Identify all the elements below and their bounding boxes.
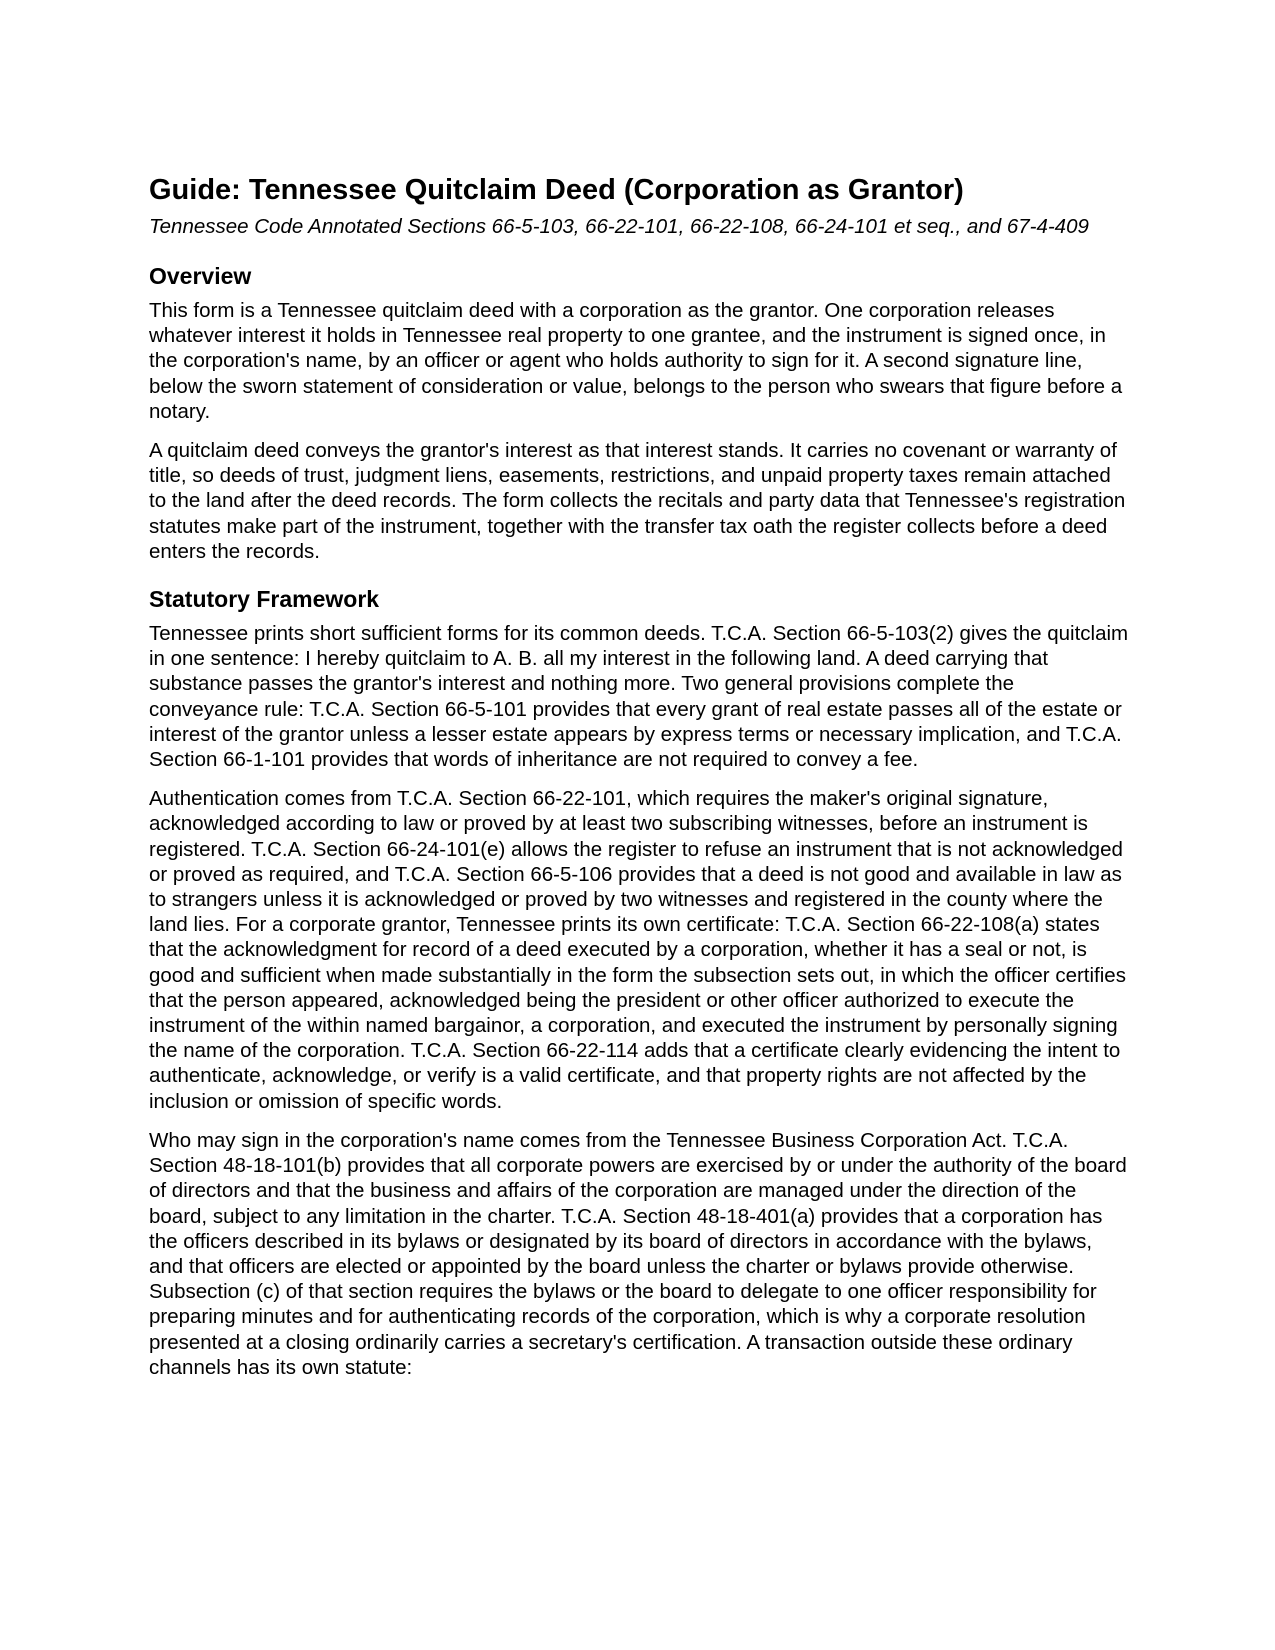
paragraph: Tennessee prints short sufficient forms for its common deeds. T.C.A. Section 66-5-103(2) gives the quitclaim in one sentence: I hereby quitclaim to A. B. all my interest in the following land. A deed carrying that substance passes the grantor's interest and nothing more. Two general provisions complete the conveyance rule: T.C.A. Section 66-5-101 provides that every grant of real estate passes all of the estate or interest of the grantor unless a lesser estate appears by express terms or necessary implication, and T.C.A. Section 66-1-101 provides that words of inheritance are not required to convey a fee. [149, 622, 1129, 772]
section-statutory-framework [149, 584, 1129, 1380]
paragraph: A quitclaim deed conveys the grantor's interest as that interest stands. It carries no covenant or warranty of title, so deeds of trust, judgment liens, easements, restrictions, and unpaid property taxes remain attached to the land after the deed records. The form collects the recitals and party data that Tennessee's registration statutes make part of the instrument, together with the transfer tax oath the register collects before a deed enters the records. [149, 439, 1126, 563]
document-subtitle: Tennessee Code Annotated Sections 66-5-103, 66-22-101, 66-22-108, 66-24-101 et seq., and 67-4-409 [149, 215, 1089, 238]
section-heading-overview: Overview [149, 263, 252, 289]
document-page [149, 172, 1129, 1394]
section-heading-statutory-framework: Statutory Framework [149, 586, 380, 613]
paragraph: Authentication comes from T.C.A. Section 66-22-101, which requires the maker's original signature, acknowledged according to law or proved by at least two subscribing witnesses, before an instrument is registered. T.C.A. Section 66-24-101(e) allows the register to refuse an instrument that is not acknowledged or proved as required, and T.C.A. Section 66-5-106 provides that a deed is not good and available in law as to strangers unless it is acknowledged or proved by two witnesses and registered in the county where the land lies. For a corporate grantor, Tennessee prints its own certificate: T.C.A. Section 66-22-108(a) states that the acknowledgment for record of a deed executed by a corporation, whether it has a seal or not, is good and sufficient when made substantially in the form the subsection sets out, in which the officer certifies that the person appeared, acknowledged being the president or other officer authorized to execute the instrument of the within named bargainor, a corporation, and executed the instrument by personally signing the name of the corporation. T.C.A. Section 66-22-114 adds that a certificate clearly evidencing the intent to authenticate, acknowledge, or verify is a valid certificate, and that property rights are not affected by the inclusion or omission of specific words. [149, 787, 1126, 1113]
paragraph: Who may sign in the corporation's name comes from the Tennessee Business Corporation Act. T.C.A. Section 48-18-101(b) provides that all corporate powers are exercised by or under the authority of the board of directors and that the business and affairs of the corporation are managed under the direction of the board, subject to any limitation in the charter. T.C.A. Section 48-18-401(a) provides that a corporation has the officers described in its bylaws or designated by its board of directors in accordance with the bylaws, and that officers are elected or appointed by the board unless the charter or bylaws provide otherwise. Subsection (c) of that section requires the bylaws or the board to delegate to one officer responsibility for preparing minutes and for authenticating records of the corporation, which is why a corporate resolution presented at a closing ordinarily carries a secretary's certification. A transaction outside these ordinary channels has its own statute: [149, 1128, 1127, 1379]
document-title: Guide: Tennessee Quitclaim Deed (Corporation as Grantor) [149, 174, 964, 206]
section-overview [149, 261, 1129, 564]
paragraph: This form is a Tennessee quitclaim deed with a corporation as the grantor. One corporation releases whatever interest it holds in Tennessee real property to one grantee, and the instrument is signed once, in the corporation's name, by an officer or agent who holds authority to sign for it. A second signature line, below the sworn statement of consideration or value, belongs to the person who swears that figure before a notary. [149, 299, 1123, 423]
